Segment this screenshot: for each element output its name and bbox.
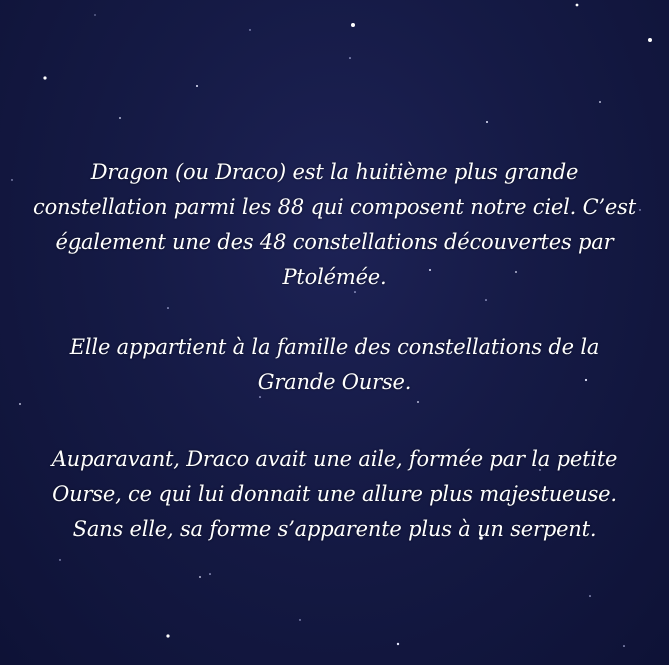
star [351,23,355,27]
star [59,559,60,560]
star [196,85,198,87]
star [397,643,399,645]
star [167,307,169,309]
star [19,403,21,405]
star [94,14,95,15]
star [119,117,121,119]
star [639,209,640,210]
star [43,76,46,79]
star [576,4,579,7]
star [299,619,300,620]
star [349,57,351,59]
star [11,179,12,180]
star [486,121,488,123]
star [166,634,169,637]
star [599,101,601,103]
star [249,29,250,30]
star [209,573,211,575]
paragraph-draco-size: Dragon (ou Draco) est la huitième plus grande constellation parmi les 88 qui composent notre ciel. C’est également une des 48 constellations découvertes par Ptolémée. [33,160,636,289]
paragraph-draco-family: Elle appartient à la famille des constellations de la Grande Ourse. [69,335,600,394]
star [417,401,419,403]
star [623,645,625,647]
star [589,595,591,597]
star [648,38,652,42]
paragraph-draco-wing: Auparavant, Draco avait une aile, formée par la petite Ourse, ce qui lui donnait une allure plus majestueuse. Sans elle, sa forme s’apparente plus à un serpent. [51,447,618,541]
star [485,299,487,301]
star [199,576,201,578]
